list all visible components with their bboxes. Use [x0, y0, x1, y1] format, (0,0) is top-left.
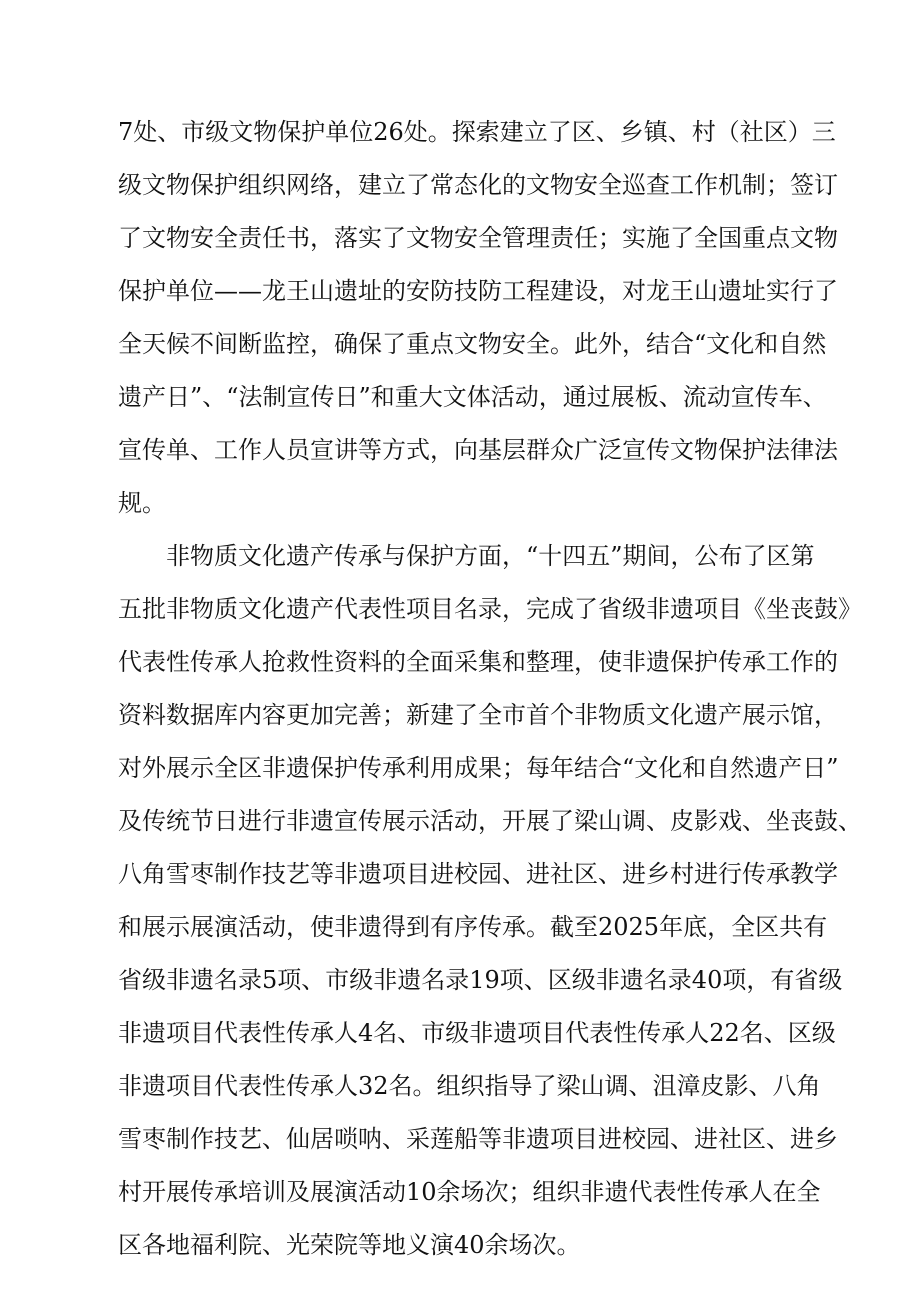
text-line: 遗产日”、“法制宣传日”和重大文体活动，通过展板、流动宣传车、	[118, 383, 827, 411]
text-line: 八角雪枣制作技艺等非遗项目进校园、进社区、进乡村进行传承教学	[118, 860, 838, 888]
text-line: 对外展示全区非遗保护传承利用成果；每年结合“文化和自然遗产日”	[118, 754, 839, 782]
text-line: 全天候不间断监控，确保了重点文物安全。此外，结合“文化和自然	[118, 330, 827, 358]
text-line: 五批非物质文化遗产代表性项目名录，完成了省级非遗项目《坐丧鼓》	[118, 595, 862, 623]
text-line: 了文物安全责任书，落实了文物安全管理责任；实施了全国重点文物	[118, 224, 838, 252]
paragraph-intangible-heritage	[118, 530, 862, 1272]
text-line: 宣传单、工作人员宣讲等方式，向基层群众广泛宣传文物保护法律法	[118, 436, 838, 464]
text-line: 和展示展演活动，使非遗得到有序传承。截至2025年底，全区共有	[118, 913, 828, 941]
text-line: 非遗项目代表性传承人32名。组织指导了梁山调、沮漳皮影、八角	[118, 1072, 821, 1100]
text-line: 及传统节日进行非遗宣传展示活动，开展了梁山调、皮影戏、坐丧鼓、	[118, 807, 862, 835]
text-line: 雪枣制作技艺、仙居唢呐、采莲船等非遗项目进校园、进社区、进乡	[118, 1125, 838, 1153]
paragraph-cultural-relics	[118, 106, 838, 530]
document-body	[118, 106, 862, 1272]
text-line: 级文物保护组织网络，建立了常态化的文物安全巡查工作机制；签订	[118, 171, 838, 199]
text-line: 省级非遗名录5项、市级非遗名录19项、区级非遗名录40项，有省级	[118, 966, 843, 994]
text-line: 资料数据库内容更加完善；新建了全市首个非物质文化遗产展示馆，	[118, 701, 838, 729]
text-line: 区各地福利院、光荣院等地义演40余场次。	[118, 1231, 581, 1259]
text-line: 代表性传承人抢救性资料的全面采集和整理，使非遗保护传承工作的	[118, 648, 838, 676]
text-line: 非物质文化遗产传承与保护方面，“十四五”期间，公布了区第	[166, 542, 815, 570]
text-line: 7处、市级文物保护单位26处。探索建立了区、乡镇、村（社区）三	[118, 118, 836, 146]
text-line: 保护单位——龙王山遗址的安防技防工程建设，对龙王山遗址实行了	[118, 277, 838, 305]
text-line: 规。	[118, 489, 166, 517]
text-line: 非遗项目代表性传承人4名、市级非遗项目代表性传承人22名、区级	[118, 1019, 836, 1047]
text-line: 村开展传承培训及展演活动10余场次；组织非遗代表性传承人在全	[118, 1178, 821, 1206]
